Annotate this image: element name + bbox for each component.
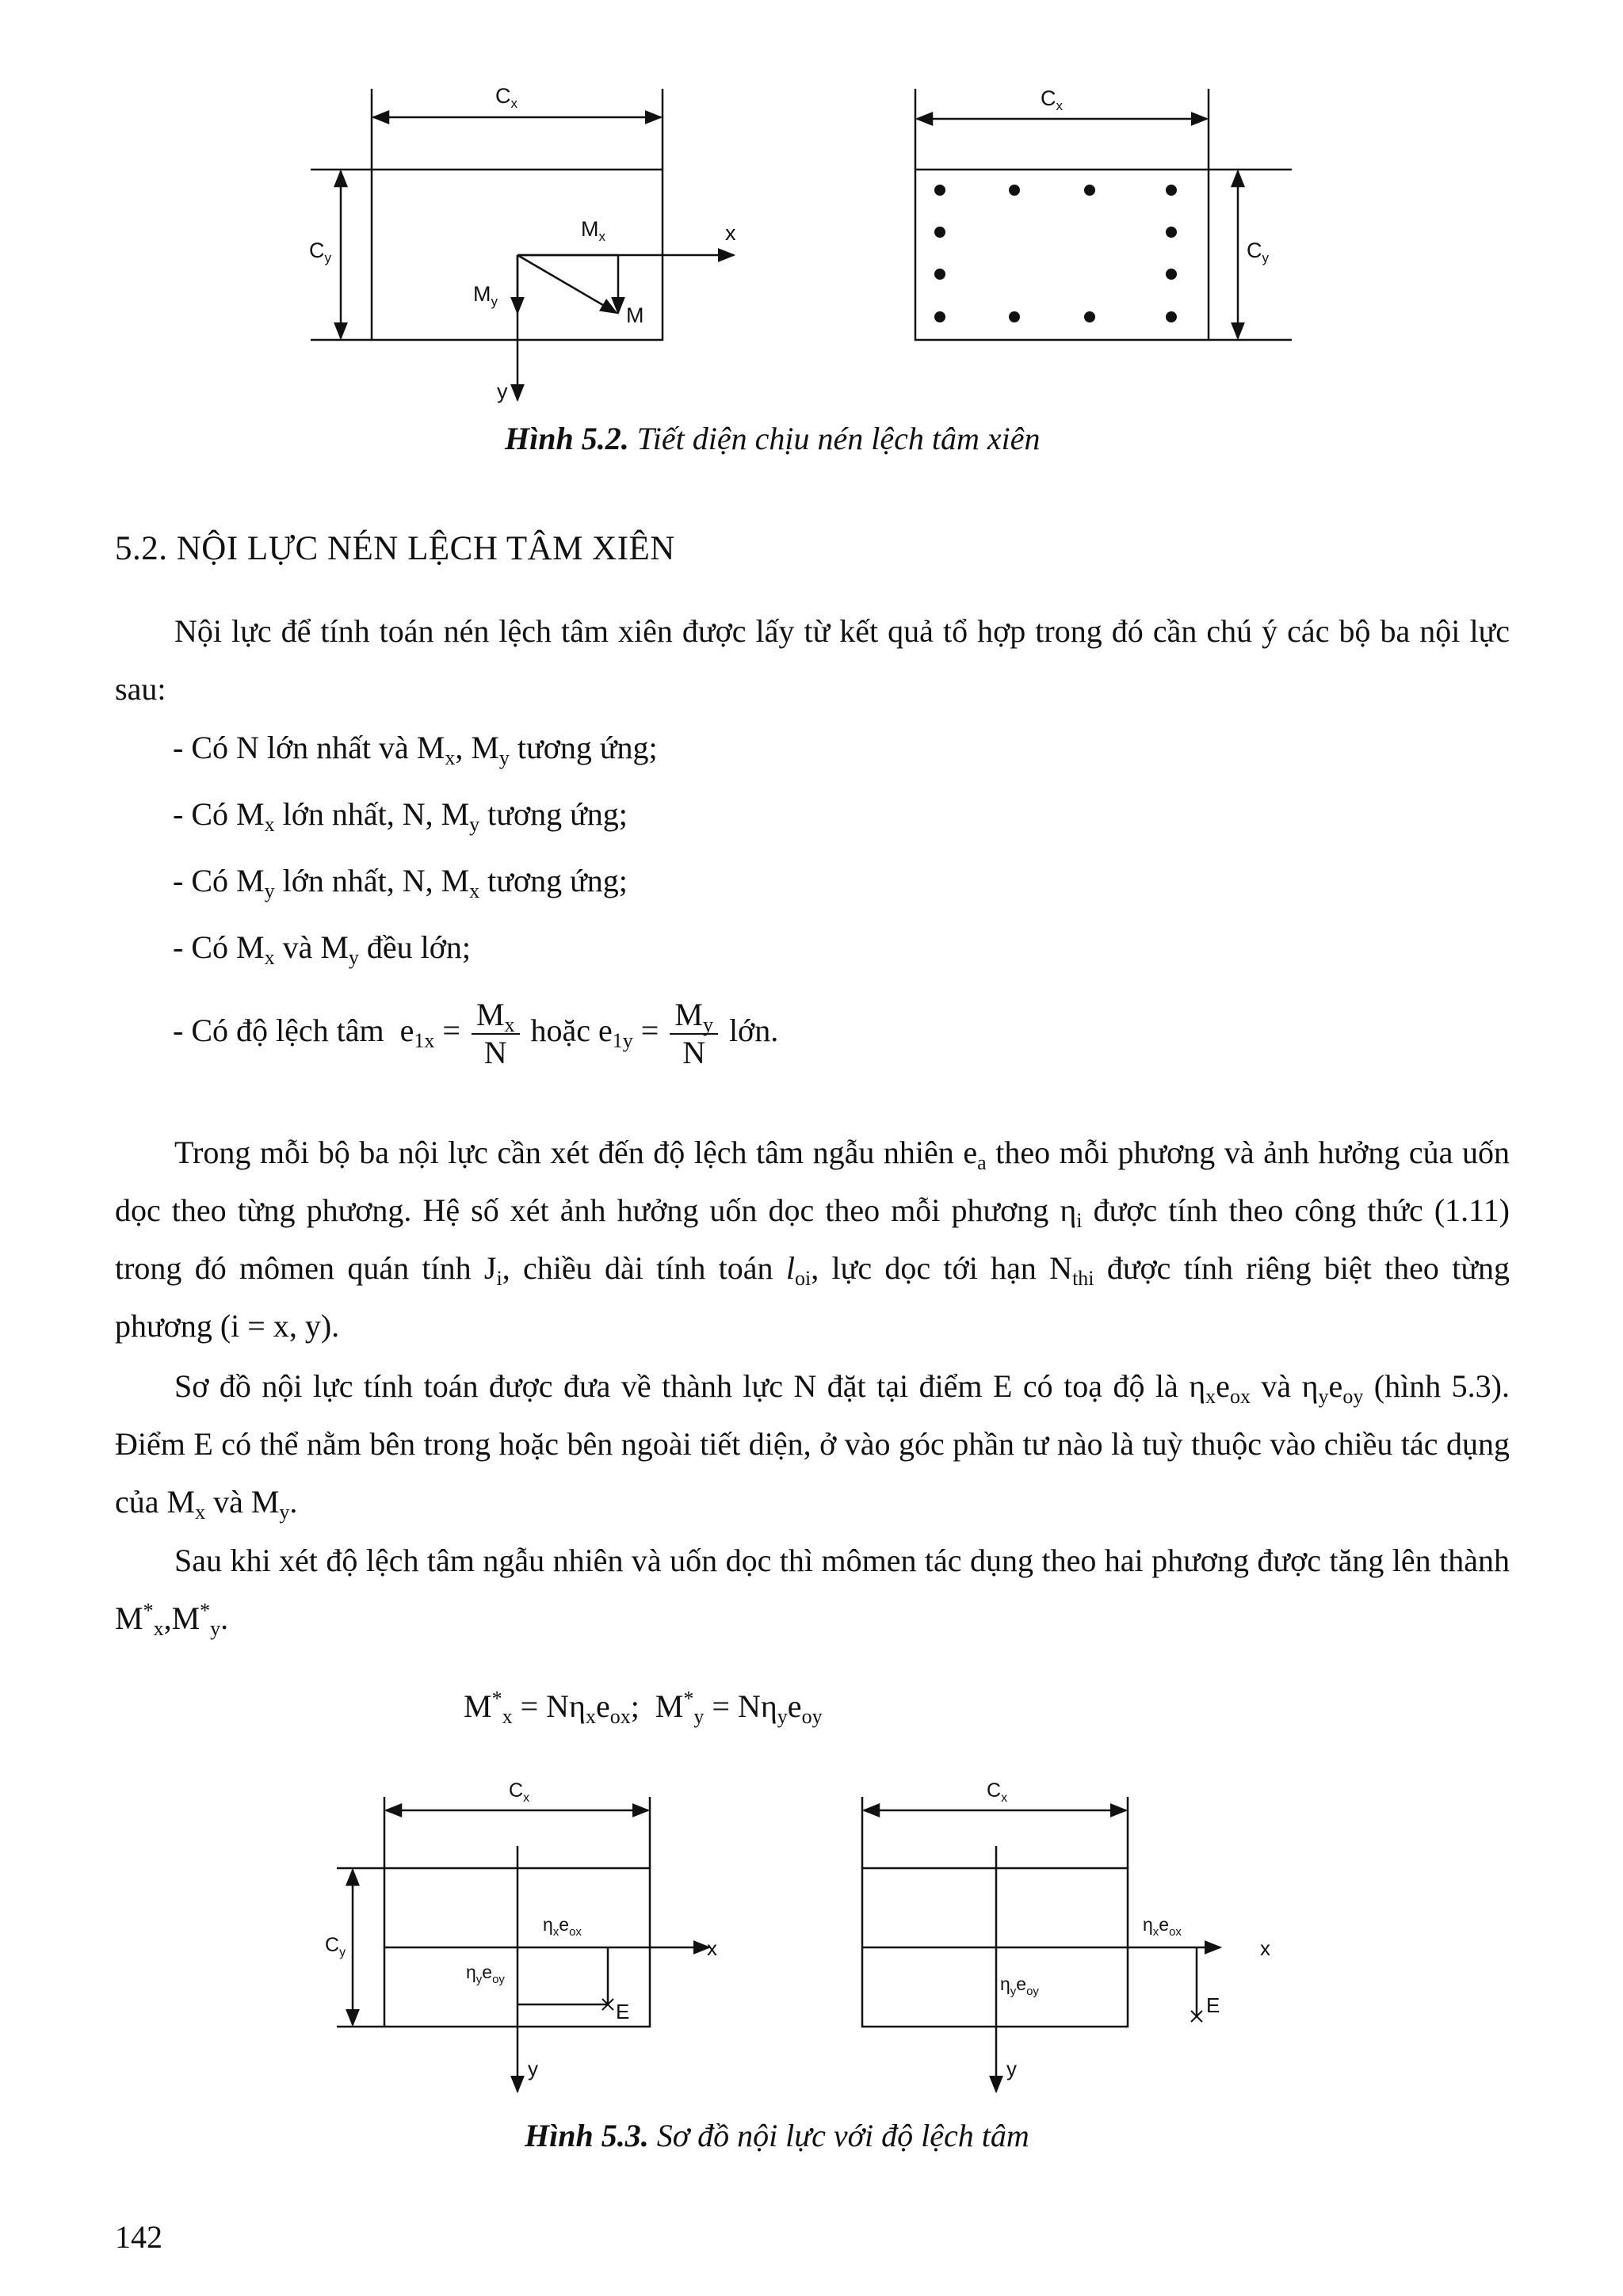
list-item: - Có N lớn nhất và $M_x$, $M_y$ tương ứng; <box>173 730 658 769</box>
paragraph-amplified-moments: Sau khi xét độ lệch tâm ngẫu nhiên và uốn dọc thì mômen tác dụng theo hai phương được tăng lên thành $M^*_x,M^*_y$. <box>115 1543 1510 1640</box>
figure-5-2 <box>0 0 1623 412</box>
rebar-dot <box>1166 227 1177 238</box>
figure-5-3-caption-text: Sơ đồ nội lực với độ lệch tâm <box>656 2118 1029 2153</box>
paragraph-force-scheme: Sơ đồ nội lực tính toán được đưa về thành lực N đặt tại điểm E có toạ độ là $\eta_xe_{ox}$ và $\eta_ye_{oy}$ (hình 5.3). Điểm E có thể nằm bên trong hoặc bên ngoài tiết diện, ở vào góc phần tư nào là tuỳ thuộc vào chiều tác dụng của $M_x$ và $M_y$. <box>115 1368 1510 1524</box>
list-item: - Có $M_x$ lớn nhất, N, $M_y$ tương ứng; <box>173 796 628 836</box>
figure-5-2-caption-text: Tiết diện chịu nén lệch tâm xiên <box>636 421 1041 456</box>
figure-5-3 <box>0 1759 1623 2123</box>
x-axis-label-left: x <box>725 221 736 245</box>
rebar-dot <box>934 269 945 280</box>
point-e-label-left: E <box>616 2000 630 2023</box>
section-heading: 5.2. NỘI LỰC NÉN LỆCH TÂM XIÊN <box>115 530 675 567</box>
eta-x-eox-label-right: $\eta_xe_{ox}$ <box>1143 1914 1182 1939</box>
list-item: - Có $M_y$ lớn nhất, N, $M_x$ tương ứng; <box>173 863 628 902</box>
y-axis-label-right: y <box>1006 2057 1017 2081</box>
figure-5-3-caption-number: Hình 5.3. <box>525 2118 649 2153</box>
rebar-dot <box>1009 185 1020 196</box>
rebar-dot <box>1166 269 1177 280</box>
fraction-my-over-n: $\frac{M_y}{N}$ <box>670 997 718 1071</box>
figure-5-2-caption-number: Hình 5.2. <box>505 421 629 456</box>
cx-label-right: $C_x$ <box>987 1779 1008 1805</box>
e1x-symbol: $e_{1x}$ <box>399 1013 435 1053</box>
m-resultant-vector <box>517 255 617 313</box>
page-number: 142 <box>115 2219 162 2255</box>
rebar-dot <box>1009 311 1020 322</box>
rebar-dots <box>934 185 1177 322</box>
mx-label: $M_x$ <box>581 217 605 244</box>
rebar-dot <box>1084 311 1095 322</box>
list-item-eccentricity: - Có độ lệch tâm $e_{1x}$ = $\frac{M_x}{N}$ hoặc $e_{1y}$ = $\frac{M_y}{N}$ lớn. <box>173 997 779 1070</box>
y-axis-label-left: y <box>497 379 508 403</box>
figure-5-3-caption <box>525 2117 1029 2154</box>
x-axis-label-right: x <box>1260 1936 1270 1960</box>
eta-y-eoy-label-right: $\eta_ye_{oy}$ <box>1000 1974 1039 1998</box>
x-axis-label-left: x <box>707 1936 717 1960</box>
cx-label-right: $C_x$ <box>1041 86 1063 113</box>
cx-label-left: $C_x$ <box>509 1779 530 1805</box>
m-label: M <box>626 303 644 327</box>
rebar-dot <box>934 227 945 238</box>
rebar-dot <box>1166 185 1177 196</box>
cy-label-left: $C_y$ <box>309 238 331 265</box>
rebar-dot <box>1166 311 1177 322</box>
eta-x-eox-label-left: $\eta_xe_{ox}$ <box>543 1914 582 1939</box>
rebar-dot <box>934 185 945 196</box>
e1y-symbol: $e_{1y}$ <box>598 1013 633 1053</box>
rebar-dot <box>1084 185 1095 196</box>
point-e-label-right: E <box>1206 1993 1220 2017</box>
my-label: $M_y$ <box>473 282 498 309</box>
cy-label-right: $C_y$ <box>1247 238 1269 265</box>
cy-label-left: $C_y$ <box>325 1934 346 1959</box>
rebar-dot <box>934 311 945 322</box>
y-axis-label-left: y <box>528 2057 538 2081</box>
section-rect-right <box>915 170 1209 340</box>
fraction-mx-over-n: $\frac{M_x}{N}$ <box>472 997 520 1071</box>
eta-y-eoy-label-left: $\eta_ye_{oy}$ <box>466 1962 505 1986</box>
list-item: - Có $M_x$ và $M_y$ đều lớn; <box>173 929 472 969</box>
cx-label-left: $C_x$ <box>495 84 517 111</box>
figure-5-2-caption <box>505 420 1040 457</box>
paragraph-random-eccentricity: Trong mỗi bộ ba nội lực cần xét đến độ lệch tâm ngẫu nhiên $e_a$ theo mỗi phương và ảnh hưởng của uốn dọc theo từng phương. Hệ số xét ảnh hưởng uốn dọc theo mỗi phương $\eta_i$ được tính theo công thức (1.11) trong đó mômen quán tính $J_i$, chiều dài tính toán $l_{oi}$, lực dọc tới hạn $N_{thi}$ được tính riêng biệt theo từng phương (i = x, y). <box>115 1135 1510 1344</box>
paragraph-intro: Nội lực để tính toán nén lệch tâm xiên được lấy từ kết quả tổ hợp trong đó cần chú ý các bộ ba nội lực sau: <box>115 613 1510 707</box>
moment-equation: $M^*_x = N\eta_xe_{ox}$; $M^*_y = N\eta_ye_{oy}$ <box>464 1687 823 1728</box>
